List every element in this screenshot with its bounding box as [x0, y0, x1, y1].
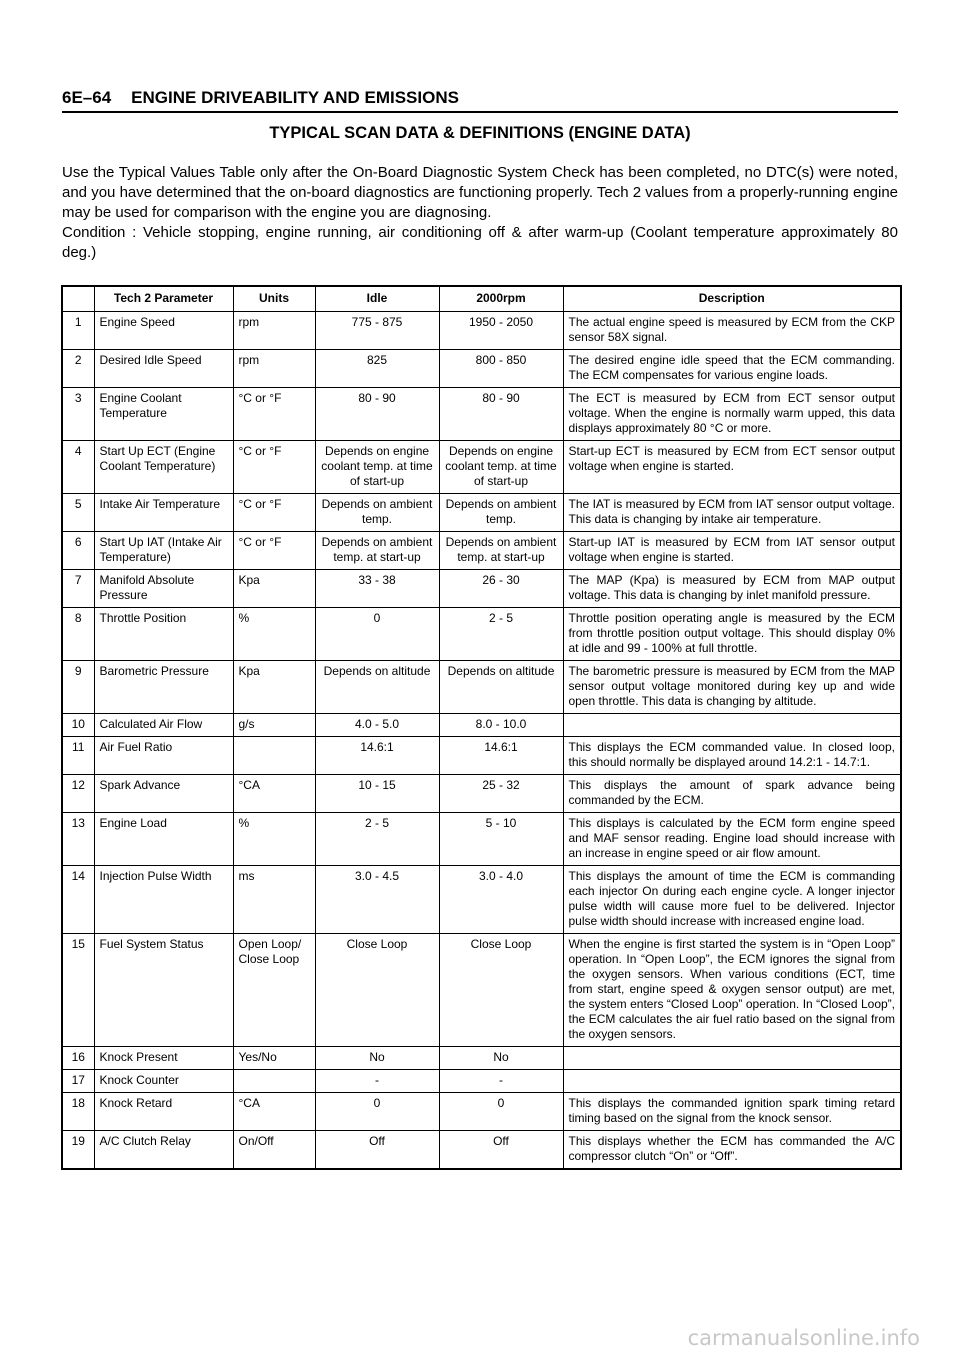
- cell-idle: Off: [315, 1131, 439, 1170]
- cell-units: °CA: [233, 775, 315, 813]
- cell-description: This displays the amount of spark advance being commanded by the ECM.: [563, 775, 901, 813]
- cell-description: When the engine is first started the system is in “Open Loop” operation. In “Open Loop”, the ECM ignores the signal from the oxygen sensors. When various conditions (ECT, time from start, engine speed & oxygen sensor output) are met, the system enters “Closed Loop” operation. In “Closed Loop”, the ECM calculates the air fuel ratio based on the signal from the oxygen sensors.: [563, 934, 901, 1047]
- cell-description: [563, 714, 901, 737]
- cell-row-number: 10: [62, 714, 94, 737]
- section-title: ENGINE DRIVEABILITY AND EMISSIONS: [131, 88, 459, 107]
- cell-units: °CA: [233, 1093, 315, 1131]
- cell-units: [233, 737, 315, 775]
- table-row: [62, 813, 901, 866]
- cell-parameter: Calculated Air Flow: [94, 714, 233, 737]
- table-row: [62, 866, 901, 934]
- table-row: [62, 1047, 901, 1070]
- table-row: [62, 661, 901, 714]
- cell-idle: Depends on altitude: [315, 661, 439, 714]
- cell-rpm2000: 0: [439, 1093, 563, 1131]
- cell-row-number: 6: [62, 532, 94, 570]
- cell-parameter: Manifold Absolute Pressure: [94, 570, 233, 608]
- cell-description: Start-up IAT is measured by ECM from IAT sensor output voltage when engine is started.: [563, 532, 901, 570]
- cell-units: rpm: [233, 312, 315, 350]
- cell-units: Kpa: [233, 661, 315, 714]
- cell-idle: No: [315, 1047, 439, 1070]
- cell-description: The barometric pressure is measured by ECM from the MAP sensor output voltage monitored during key up and wide open throttle. This data is changing by altitude.: [563, 661, 901, 714]
- cell-parameter: Throttle Position: [94, 608, 233, 661]
- cell-rpm2000: 1950 - 2050: [439, 312, 563, 350]
- cell-rpm2000: 26 - 30: [439, 570, 563, 608]
- cell-idle: 775 - 875: [315, 312, 439, 350]
- scan-data-table-wrapper: [61, 285, 900, 1170]
- intro-paragraph-1: Use the Typical Values Table only after the On-Board Diagnostic System Check has been completed, no DTC(s) were noted, and you have determined that the on-board diagnostics are functioning properly. Tech 2 values from a properly-running engine may be used for comparison with the engine you are diagnosing.: [62, 164, 898, 221]
- table-header-row: [62, 286, 901, 312]
- cell-rpm2000: 14.6:1: [439, 737, 563, 775]
- table-row: [62, 388, 901, 441]
- cell-idle: 4.0 - 5.0: [315, 714, 439, 737]
- cell-row-number: 5: [62, 494, 94, 532]
- cell-rpm2000: 800 - 850: [439, 350, 563, 388]
- cell-idle: 2 - 5: [315, 813, 439, 866]
- watermark: carmanualsonline.info: [687, 1326, 920, 1350]
- cell-idle: Close Loop: [315, 934, 439, 1047]
- cell-idle: Depends on ambient temp. at start-up: [315, 532, 439, 570]
- cell-idle: 14.6:1: [315, 737, 439, 775]
- cell-parameter: Start Up IAT (Intake Air Temperature): [94, 532, 233, 570]
- cell-row-number: 11: [62, 737, 94, 775]
- cell-row-number: 3: [62, 388, 94, 441]
- cell-units: %: [233, 813, 315, 866]
- cell-rpm2000: 80 - 90: [439, 388, 563, 441]
- cell-rpm2000: 2 - 5: [439, 608, 563, 661]
- cell-units: Kpa: [233, 570, 315, 608]
- cell-rpm2000: Depends on engine coolant temp. at time of start-up: [439, 441, 563, 494]
- cell-description: This displays is calculated by the ECM form engine speed and MAF sensor reading. Engine load should increase with an increase in engine speed or air flow amount.: [563, 813, 901, 866]
- table-row: [62, 1093, 901, 1131]
- cell-parameter: Fuel System Status: [94, 934, 233, 1047]
- column-header-units: Units: [233, 286, 315, 312]
- cell-rpm2000: Off: [439, 1131, 563, 1170]
- cell-rpm2000: No: [439, 1047, 563, 1070]
- cell-description: Throttle position operating angle is measured by the ECM from throttle position output voltage. This should display 0% at idle and 99 - 100% at full throttle.: [563, 608, 901, 661]
- cell-description: The IAT is measured by ECM from IAT sensor output voltage. This data is changing by intake air temperature.: [563, 494, 901, 532]
- section-number: 6E–64: [62, 88, 112, 107]
- column-header-idle: Idle: [315, 286, 439, 312]
- cell-description: Start-up ECT is measured by ECM from ECT sensor output voltage when engine is started.: [563, 441, 901, 494]
- cell-idle: 10 - 15: [315, 775, 439, 813]
- cell-description: [563, 1047, 901, 1070]
- cell-idle: 3.0 - 4.5: [315, 866, 439, 934]
- cell-row-number: 7: [62, 570, 94, 608]
- table-row: [62, 934, 901, 1047]
- cell-rpm2000: Depends on ambient temp. at start-up: [439, 532, 563, 570]
- cell-parameter: Engine Speed: [94, 312, 233, 350]
- cell-units: °C or °F: [233, 532, 315, 570]
- cell-rpm2000: Close Loop: [439, 934, 563, 1047]
- table-row: [62, 570, 901, 608]
- cell-row-number: 16: [62, 1047, 94, 1070]
- cell-parameter: Spark Advance: [94, 775, 233, 813]
- cell-units: °C or °F: [233, 441, 315, 494]
- cell-units: g/s: [233, 714, 315, 737]
- table-body: [62, 312, 901, 1170]
- table-row: [62, 494, 901, 532]
- cell-parameter: Knock Retard: [94, 1093, 233, 1131]
- cell-parameter: Engine Coolant Temperature: [94, 388, 233, 441]
- document-title: TYPICAL SCAN DATA & DEFINITIONS (ENGINE DATA): [269, 124, 691, 142]
- cell-description: This displays whether the ECM has commanded the A/C compressor clutch “On” or “Off”.: [563, 1131, 901, 1170]
- cell-description: The actual engine speed is measured by ECM from the CKP sensor 58X signal.: [563, 312, 901, 350]
- cell-idle: 33 - 38: [315, 570, 439, 608]
- cell-row-number: 19: [62, 1131, 94, 1170]
- cell-idle: Depends on engine coolant temp. at time of start-up: [315, 441, 439, 494]
- cell-idle: Depends on ambient temp.: [315, 494, 439, 532]
- cell-units: °C or °F: [233, 494, 315, 532]
- cell-parameter: Engine Load: [94, 813, 233, 866]
- column-header-description: Description: [563, 286, 901, 312]
- scan-data-table: [61, 285, 902, 1170]
- cell-units: %: [233, 608, 315, 661]
- table-row: [62, 441, 901, 494]
- table-row: [62, 312, 901, 350]
- cell-row-number: 2: [62, 350, 94, 388]
- cell-row-number: 13: [62, 813, 94, 866]
- cell-parameter: Barometric Pressure: [94, 661, 233, 714]
- cell-parameter: Air Fuel Ratio: [94, 737, 233, 775]
- cell-description: This displays the amount of time the ECM is commanding each injector On during each engine cycle. A longer injector pulse width will cause more fuel to be delivered. Injector pulse width should increase with increased engine load.: [563, 866, 901, 934]
- cell-parameter: Start Up ECT (Engine Coolant Temperature): [94, 441, 233, 494]
- cell-description: This displays the ECM commanded value. In closed loop, this should normally be displayed around 14.2:1 - 14.7:1.: [563, 737, 901, 775]
- column-header-rpm2000: 2000rpm: [439, 286, 563, 312]
- cell-idle: -: [315, 1070, 439, 1093]
- table-row: [62, 350, 901, 388]
- cell-description: The ECT is measured by ECM from ECT sensor output voltage. When the engine is normally warm upped, this data displays approximately 80 °C or more.: [563, 388, 901, 441]
- table-row: [62, 775, 901, 813]
- page-header: [62, 88, 898, 113]
- cell-row-number: 9: [62, 661, 94, 714]
- cell-row-number: 15: [62, 934, 94, 1047]
- cell-parameter: Knock Present: [94, 1047, 233, 1070]
- cell-idle: 80 - 90: [315, 388, 439, 441]
- cell-row-number: 8: [62, 608, 94, 661]
- cell-parameter: Injection Pulse Width: [94, 866, 233, 934]
- cell-units: ms: [233, 866, 315, 934]
- cell-rpm2000: 8.0 - 10.0: [439, 714, 563, 737]
- cell-row-number: 18: [62, 1093, 94, 1131]
- cell-description: This displays the commanded ignition spark timing retard timing based on the signal from the knock sensor.: [563, 1093, 901, 1131]
- cell-rpm2000: Depends on altitude: [439, 661, 563, 714]
- cell-units: Open Loop/ Close Loop: [233, 934, 315, 1047]
- cell-units: rpm: [233, 350, 315, 388]
- table-row: [62, 532, 901, 570]
- cell-rpm2000: 3.0 - 4.0: [439, 866, 563, 934]
- column-header-row-number: [62, 286, 94, 312]
- cell-row-number: 1: [62, 312, 94, 350]
- cell-rpm2000: -: [439, 1070, 563, 1093]
- table-row: [62, 714, 901, 737]
- cell-units: On/Off: [233, 1131, 315, 1170]
- table-row: [62, 1131, 901, 1170]
- table-row: [62, 608, 901, 661]
- cell-idle: 0: [315, 1093, 439, 1131]
- cell-row-number: 12: [62, 775, 94, 813]
- cell-row-number: 17: [62, 1070, 94, 1093]
- cell-description: The MAP (Kpa) is measured by ECM from MAP output voltage. This data is changing by inlet manifold pressure.: [563, 570, 901, 608]
- cell-units: °C or °F: [233, 388, 315, 441]
- table-row: [62, 737, 901, 775]
- cell-description: The desired engine idle speed that the ECM commanding. The ECM compensates for various engine loads.: [563, 350, 901, 388]
- table-row: [62, 1070, 901, 1093]
- cell-rpm2000: Depends on ambient temp.: [439, 494, 563, 532]
- cell-parameter: Knock Counter: [94, 1070, 233, 1093]
- cell-parameter: Desired Idle Speed: [94, 350, 233, 388]
- column-header-parameter: Tech 2 Parameter: [94, 286, 233, 312]
- cell-idle: 825: [315, 350, 439, 388]
- cell-units: [233, 1070, 315, 1093]
- cell-parameter: A/C Clutch Relay: [94, 1131, 233, 1170]
- cell-row-number: 14: [62, 866, 94, 934]
- intro-paragraph-2: Condition : Vehicle stopping, engine running, air conditioning off & after warm-up (Coolant temperature approximately 80 deg.): [62, 224, 898, 261]
- cell-row-number: 4: [62, 441, 94, 494]
- cell-units: Yes/No: [233, 1047, 315, 1070]
- cell-rpm2000: 5 - 10: [439, 813, 563, 866]
- cell-idle: 0: [315, 608, 439, 661]
- cell-description: [563, 1070, 901, 1093]
- intro-text: [62, 163, 898, 263]
- cell-parameter: Intake Air Temperature: [94, 494, 233, 532]
- cell-rpm2000: 25 - 32: [439, 775, 563, 813]
